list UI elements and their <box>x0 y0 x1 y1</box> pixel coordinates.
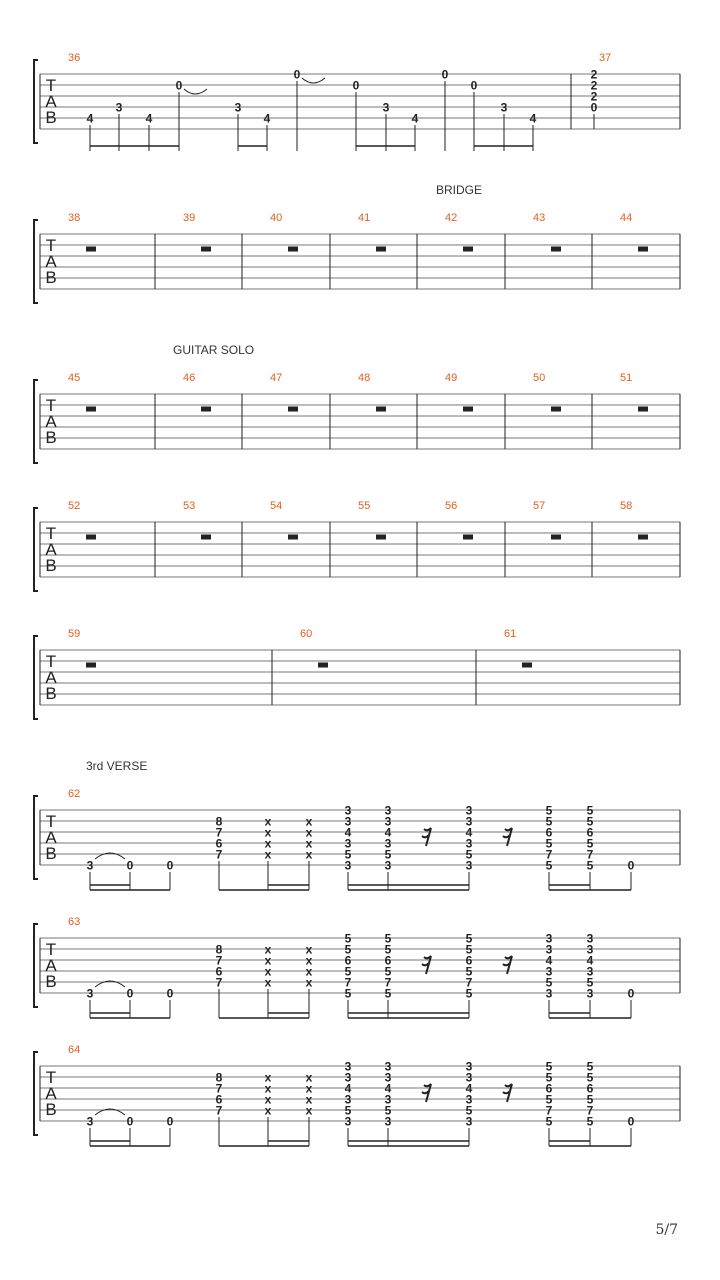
tab-clef-letter: B <box>45 428 57 447</box>
whole-rest <box>522 663 532 668</box>
fret-number: 5 <box>586 975 594 990</box>
fret-number: 5 <box>545 1059 553 1074</box>
fret-number: 3 <box>384 1092 392 1107</box>
measure-number: 53 <box>183 500 196 512</box>
fret-number: 5 <box>465 847 473 862</box>
fret-number: 5 <box>384 964 392 979</box>
fret-number: x <box>264 1092 272 1107</box>
fret-number: x <box>305 975 313 990</box>
fret-number: 6 <box>384 953 392 968</box>
whole-rest <box>86 663 96 668</box>
fret-number: 0 <box>293 67 301 82</box>
section-label: 3rd VERSE <box>86 759 148 773</box>
fret-number: 4 <box>86 111 94 126</box>
whole-rest <box>288 247 298 252</box>
whole-rest <box>318 663 328 668</box>
tab-clef-letter: T <box>45 76 57 95</box>
measure-number: 43 <box>533 212 546 224</box>
fret-number: 5 <box>344 986 352 1001</box>
fret-number: 0 <box>627 1114 635 1129</box>
fret-number: 5 <box>344 942 352 957</box>
whole-rest <box>201 407 211 412</box>
fret-number: 6 <box>465 953 473 968</box>
fret-number: 4 <box>344 1081 352 1096</box>
fret-number: 6 <box>545 1081 553 1096</box>
tab-clef-letter: B <box>45 268 57 287</box>
fret-number: 5 <box>344 931 352 946</box>
tab-clef-letter: B <box>45 1100 57 1119</box>
fret-number: x <box>305 1081 313 1096</box>
fret-number: 7 <box>215 1103 223 1118</box>
fret-number: x <box>305 942 313 957</box>
system-bracket <box>34 380 38 463</box>
fret-number: 3 <box>465 1114 473 1129</box>
measure-number: 56 <box>445 500 458 512</box>
measure-number: 51 <box>620 372 633 384</box>
fret-number: 0 <box>126 1114 134 1129</box>
fret-number: 7 <box>215 975 223 990</box>
fret-number: 5 <box>545 1070 553 1085</box>
fret-number: 3 <box>115 100 123 115</box>
fret-number: x <box>264 1103 272 1118</box>
measure-number: 63 <box>68 916 81 928</box>
whole-rest <box>638 535 648 540</box>
measure-number: 44 <box>620 212 633 224</box>
fret-number: x <box>264 964 272 979</box>
whole-rest <box>201 535 211 540</box>
fret-number: 3 <box>545 931 553 946</box>
fret-number: 5 <box>465 942 473 957</box>
fret-number: x <box>305 836 313 851</box>
fret-number: 3 <box>545 986 553 1001</box>
fret-number: 3 <box>384 1070 392 1085</box>
measure-number: 42 <box>445 212 458 224</box>
fret-number: 3 <box>384 803 392 818</box>
page-number: 5/7 <box>655 1222 678 1238</box>
fret-number: 3 <box>465 803 473 818</box>
tab-clef-letter: B <box>45 556 57 575</box>
measure-number: 45 <box>68 372 81 384</box>
system-bracket <box>34 1052 38 1135</box>
fret-number: 3 <box>586 986 594 1001</box>
section-label: GUITAR SOLO <box>173 343 255 357</box>
fret-number: 7 <box>545 1103 553 1118</box>
whole-rest <box>551 407 561 412</box>
fret-number: x <box>264 847 272 862</box>
fret-number: 5 <box>586 1092 594 1107</box>
fret-number: 5 <box>465 1103 473 1118</box>
fret-number: 4 <box>263 111 271 126</box>
fret-number: 5 <box>586 836 594 851</box>
fret-number: 7 <box>586 847 594 862</box>
fret-number: 4 <box>529 111 537 126</box>
fret-number: 3 <box>344 803 352 818</box>
whole-rest <box>376 535 386 540</box>
fret-number: 0 <box>441 67 449 82</box>
fret-number: 4 <box>545 953 553 968</box>
whole-rest <box>551 247 561 252</box>
fret-number: 0 <box>126 858 134 873</box>
fret-number: 5 <box>545 814 553 829</box>
tie-arc <box>184 89 207 94</box>
measure-number: 61 <box>504 628 517 640</box>
whole-rest <box>463 247 473 252</box>
fret-number: 3 <box>384 836 392 851</box>
fret-number: 7 <box>384 975 392 990</box>
measure-number: 55 <box>358 500 371 512</box>
fret-number: 3 <box>344 1114 352 1129</box>
fret-number: 6 <box>215 836 223 851</box>
fret-number: 3 <box>465 1070 473 1085</box>
fret-number: x <box>264 825 272 840</box>
fret-number: 3 <box>545 964 553 979</box>
tab-clef-letter: T <box>45 1068 57 1087</box>
fret-number: 4 <box>465 825 473 840</box>
fret-number: 4 <box>411 111 419 126</box>
system-bracket <box>34 508 38 591</box>
fret-number: 3 <box>384 858 392 873</box>
tab-clef-letter: B <box>45 972 57 991</box>
tab-clef-letter: A <box>45 92 57 111</box>
measure-number: 62 <box>68 788 81 800</box>
fret-number: 0 <box>126 986 134 1001</box>
fret-number: 3 <box>344 814 352 829</box>
fret-number: 2 <box>590 78 598 93</box>
tab-clef-letter: T <box>45 396 57 415</box>
fret-number: 7 <box>465 975 473 990</box>
measure-number: 48 <box>358 372 371 384</box>
section-label: BRIDGE <box>436 183 483 197</box>
tab-clef-letter: A <box>45 412 57 431</box>
fret-number: 5 <box>545 803 553 818</box>
fret-number: x <box>264 836 272 851</box>
tab-clef-letter: T <box>45 236 57 255</box>
fret-number: 3 <box>344 1070 352 1085</box>
tab-clef-letter: A <box>45 540 57 559</box>
fret-number: x <box>305 953 313 968</box>
fret-number: 5 <box>545 1092 553 1107</box>
measure-number: 59 <box>68 628 81 640</box>
tab-clef-letter: A <box>45 1084 57 1103</box>
fret-number: 3 <box>86 1114 94 1129</box>
fret-number: 5 <box>586 803 594 818</box>
fret-number: 3 <box>465 814 473 829</box>
fret-number: 3 <box>465 1059 473 1074</box>
fret-number: 5 <box>465 964 473 979</box>
fret-number: 5 <box>344 964 352 979</box>
measure-number: 39 <box>183 212 196 224</box>
whole-rest <box>463 535 473 540</box>
tab-clef-letter: A <box>45 252 57 271</box>
fret-number: 3 <box>86 986 94 1001</box>
fret-number: 5 <box>384 931 392 946</box>
fret-number: 7 <box>215 825 223 840</box>
whole-rest <box>201 247 211 252</box>
tie-arc <box>302 78 325 83</box>
measure-number: 52 <box>68 500 81 512</box>
fret-number: 5 <box>384 986 392 1001</box>
fret-number: 5 <box>384 1103 392 1118</box>
fret-number: 7 <box>344 975 352 990</box>
fret-number: 0 <box>627 858 635 873</box>
fret-number: 3 <box>586 964 594 979</box>
fret-number: 8 <box>215 814 223 829</box>
fret-number: 5 <box>465 931 473 946</box>
fret-number: 7 <box>586 1103 594 1118</box>
fret-number: 4 <box>384 1081 392 1096</box>
fret-number: 6 <box>545 825 553 840</box>
fret-number: 5 <box>344 847 352 862</box>
measure-number: 49 <box>445 372 458 384</box>
measure-number: 60 <box>300 628 313 640</box>
fret-number: 3 <box>465 836 473 851</box>
fret-number: 5 <box>586 814 594 829</box>
whole-rest <box>638 407 648 412</box>
fret-number: 6 <box>215 1092 223 1107</box>
measure-number: 46 <box>183 372 196 384</box>
fret-number: 5 <box>545 1114 553 1129</box>
measure-number: 58 <box>620 500 633 512</box>
fret-number: 3 <box>384 1059 392 1074</box>
fret-number: 6 <box>586 825 594 840</box>
fret-number: 0 <box>590 100 598 115</box>
fret-number: 3 <box>545 942 553 957</box>
fret-number: 5 <box>586 1114 594 1129</box>
fret-number: 0 <box>166 858 174 873</box>
whole-rest <box>288 535 298 540</box>
fret-number: 5 <box>586 1059 594 1074</box>
tab-clef-letter: T <box>45 652 57 671</box>
fret-number: x <box>264 1081 272 1096</box>
measure-number: 36 <box>68 52 81 64</box>
fret-number: 2 <box>590 89 598 104</box>
fret-number: 6 <box>215 964 223 979</box>
whole-rest <box>376 407 386 412</box>
fret-number: x <box>264 942 272 957</box>
measure-number: 38 <box>68 212 81 224</box>
fret-number: 5 <box>384 942 392 957</box>
fret-number: 4 <box>465 1081 473 1096</box>
fret-number: 5 <box>465 986 473 1001</box>
fret-number: 5 <box>344 1103 352 1118</box>
tab-clef-letter: B <box>45 108 57 127</box>
fret-number: 3 <box>382 100 390 115</box>
fret-number: 3 <box>86 858 94 873</box>
fret-number: x <box>264 1070 272 1085</box>
fret-number: 3 <box>234 100 242 115</box>
fret-number: x <box>264 975 272 990</box>
measure-number: 41 <box>358 212 371 224</box>
fret-number: 3 <box>465 858 473 873</box>
fret-number: 4 <box>586 953 594 968</box>
fret-number: 3 <box>384 1114 392 1129</box>
whole-rest <box>638 247 648 252</box>
fret-number: 0 <box>166 1114 174 1129</box>
measure-number: 50 <box>533 372 546 384</box>
fret-number: 7 <box>215 847 223 862</box>
fret-number: x <box>305 1103 313 1118</box>
fret-number: x <box>305 814 313 829</box>
system-bracket <box>34 796 38 879</box>
fret-number: 3 <box>344 1092 352 1107</box>
fret-number: x <box>264 953 272 968</box>
fret-number: 0 <box>166 986 174 1001</box>
fret-number: 5 <box>545 858 553 873</box>
fret-number: 8 <box>215 1070 223 1085</box>
fret-number: 4 <box>344 825 352 840</box>
fret-number: 6 <box>344 953 352 968</box>
system-bracket <box>34 220 38 303</box>
fret-number: x <box>264 814 272 829</box>
fret-number: 3 <box>344 858 352 873</box>
fret-number: 5 <box>586 1070 594 1085</box>
fret-number: 5 <box>545 975 553 990</box>
fret-number: 5 <box>586 858 594 873</box>
fret-number: 3 <box>586 942 594 957</box>
tab-clef-letter: A <box>45 828 57 847</box>
tab-clef-letter: B <box>45 684 57 703</box>
fret-number: 0 <box>627 986 635 1001</box>
fret-number: x <box>305 1092 313 1107</box>
fret-number: 7 <box>545 847 553 862</box>
system-bracket <box>34 924 38 1007</box>
whole-rest <box>463 407 473 412</box>
tab-clef-letter: T <box>45 940 57 959</box>
fret-number: x <box>305 964 313 979</box>
measure-number: 64 <box>68 1044 81 1056</box>
fret-number: 2 <box>590 67 598 82</box>
fret-number: 6 <box>586 1081 594 1096</box>
fret-number: 5 <box>384 847 392 862</box>
whole-rest <box>86 535 96 540</box>
measure-number: 47 <box>270 372 283 384</box>
whole-rest <box>86 247 96 252</box>
fret-number: 3 <box>465 1092 473 1107</box>
fret-number: x <box>305 847 313 862</box>
system-bracket <box>34 60 38 143</box>
fret-number: x <box>305 825 313 840</box>
whole-rest <box>288 407 298 412</box>
measure-number: 37 <box>599 52 612 64</box>
whole-rest <box>86 407 96 412</box>
measure-number: 40 <box>270 212 283 224</box>
fret-number: 3 <box>384 814 392 829</box>
fret-number: 4 <box>384 825 392 840</box>
fret-number: 3 <box>344 836 352 851</box>
fret-number: 4 <box>145 111 153 126</box>
tab-clef-letter: T <box>45 524 57 543</box>
system-bracket <box>34 636 38 719</box>
measure-number: 54 <box>270 500 283 512</box>
fret-number: 0 <box>470 78 478 93</box>
fret-number: x <box>305 1070 313 1085</box>
whole-rest <box>376 247 386 252</box>
fret-number: 8 <box>215 942 223 957</box>
fret-number: 3 <box>344 1059 352 1074</box>
fret-number: 5 <box>545 836 553 851</box>
fret-number: 7 <box>215 953 223 968</box>
tab-clef-letter: T <box>45 812 57 831</box>
tab-clef-letter: A <box>45 956 57 975</box>
tab-clef-letter: B <box>45 844 57 863</box>
fret-number: 3 <box>586 931 594 946</box>
whole-rest <box>551 535 561 540</box>
measure-number: 57 <box>533 500 546 512</box>
tab-clef-letter: A <box>45 668 57 687</box>
fret-number: 7 <box>215 1081 223 1096</box>
fret-number: 3 <box>500 100 508 115</box>
fret-number: 0 <box>175 78 183 93</box>
fret-number: 0 <box>352 78 360 93</box>
